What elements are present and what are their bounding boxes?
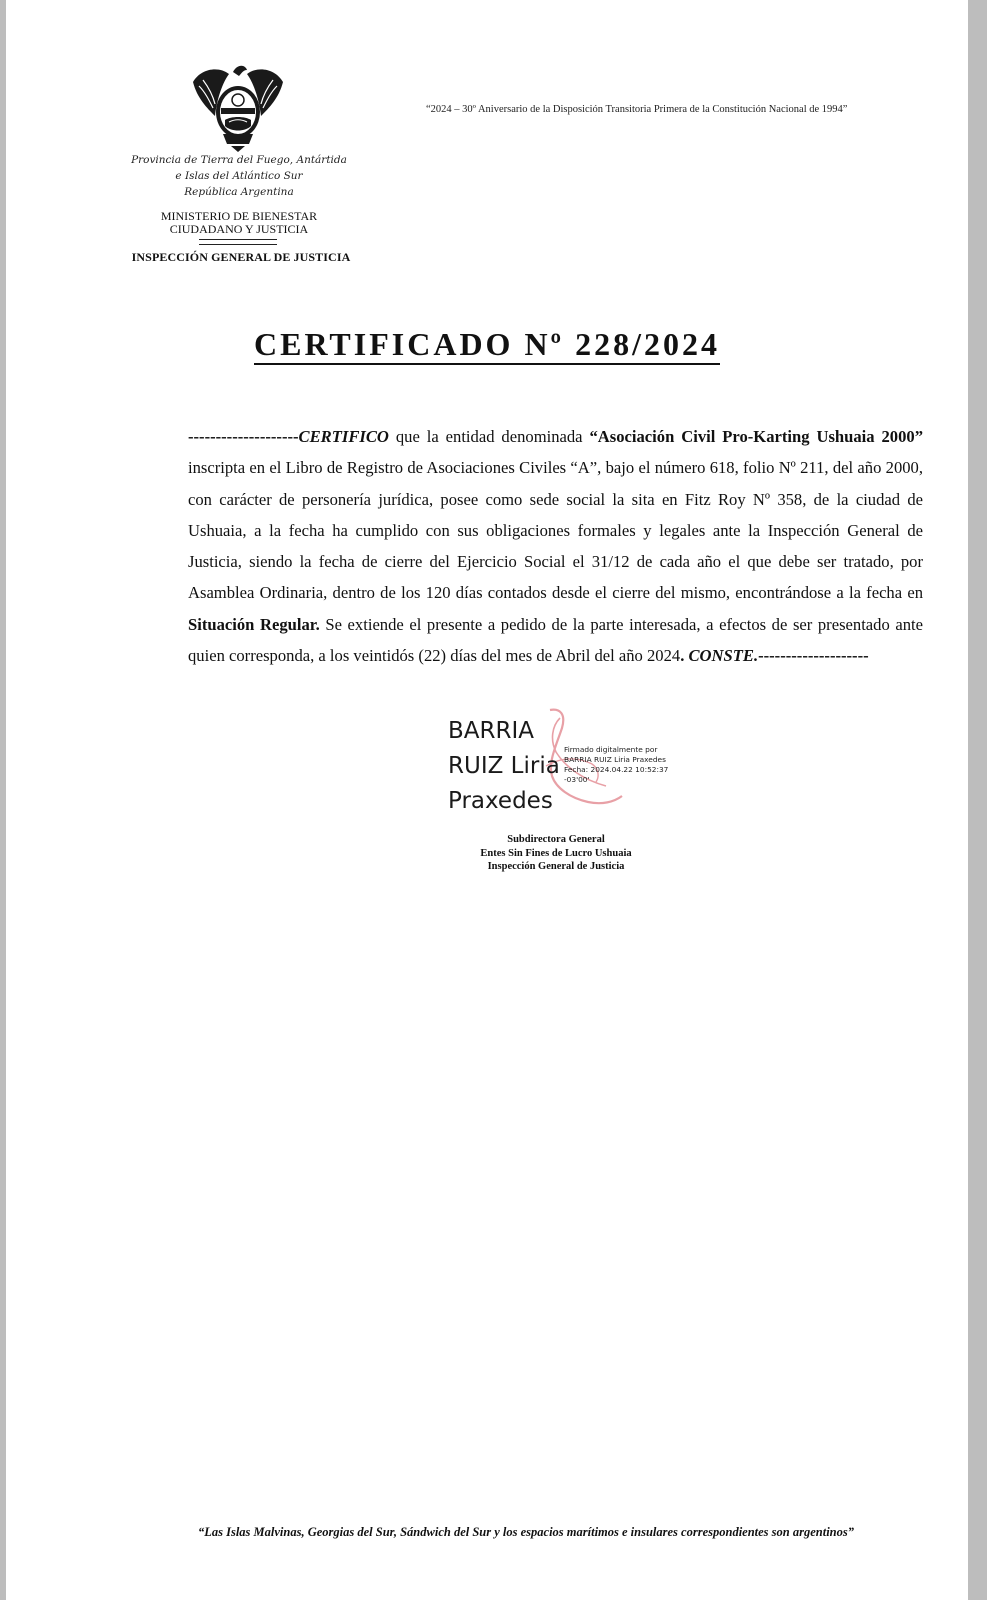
signer-name-line: Praxedes [448, 788, 553, 814]
ministry-line: CIUDADANO Y JUSTICIA [169, 222, 309, 236]
ministry-name [124, 210, 354, 236]
body-text: que la entidad denominada [388, 427, 590, 446]
ministry-line: MINISTERIO DE BIENESTAR [160, 209, 318, 223]
signer-title-line: Entes Sin Fines de Lucro Ushuaia [480, 847, 632, 859]
signature-detail-line: BARRIA RUIZ Liria Praxedes [564, 755, 666, 764]
certificate-title-text: CERTIFICADO Nº 228/2024 [254, 326, 720, 365]
signature-detail-line: -03'00' [564, 775, 590, 784]
anniversary-note: “2024 – 30º Aniversario de la Disposición Transitoria Primera de la Constitución Nacional de 1994” [426, 104, 848, 115]
conste-keyword: CONSTE. [684, 646, 759, 666]
digital-signature-details [564, 745, 668, 785]
certificate-title [6, 326, 968, 363]
department-name: INSPECCIÓN GENERAL DE JUSTICIA [131, 250, 351, 264]
signer-title-block [396, 833, 716, 874]
signer-title-line: Inspección General de Justicia [487, 861, 625, 872]
signature-detail-line: Firmado digitalmente por [564, 745, 658, 754]
province-line: República Argentina [184, 186, 294, 198]
signer-title-line: Subdirectora General [507, 834, 605, 845]
province-line: e Islas del Atlántico Sur [175, 170, 303, 182]
signature-detail-line: Fecha: 2024.04.22 10:52:37 [564, 765, 669, 774]
certifico-keyword: CERTIFICO [298, 427, 389, 446]
province-line: Provincia de Tierra del Fuego, Antártida [131, 154, 347, 166]
lead-dashes: -------------------- [188, 427, 299, 446]
province-name [124, 152, 354, 200]
entity-name: “Asociación Civil Pro-Karting Ushuaia 2000” [589, 427, 923, 446]
signer-name-line: RUIZ Liria [448, 753, 560, 779]
sentence-dot: . [680, 646, 685, 666]
status-text: Situación Regular. [188, 614, 320, 634]
trail-dashes: -------------------- [758, 646, 869, 666]
footer-statement: “Las Islas Malvinas, Georgias del Sur, Sándwich del Sur y los espacios marítimos e insulares correspondientes son argentinos” [197, 1525, 854, 1539]
signer-name-visual [448, 714, 560, 819]
provincial-coat-of-arms-icon [189, 62, 287, 154]
double-rule-divider [199, 239, 277, 245]
body-text: inscripta en el Libro de Registro de Asociaciones Civiles “A”, bajo el número 618, folio Nº 211, del año 2000, con carácter de personería jurídica, posee como sede social la sita en Fitz Roy Nº 358, de la ciudad de Ushuaia, a la fecha ha cumplido con sus obligaciones formales y legales ante la Inspección General de Justicia, siendo la fecha de cierre del Ejercicio Social el 31/12 de cada año el que debe ser tratado, por Asamblea Ordinaria, dentro de los 120 días contados desde el cierre del mismo, encontrándose a la fecha en [188, 458, 923, 603]
body-text: Se extiende el presente a pedido de la parte interesada, a efectos de ser presentado ante quien corresponda, a los veintidós (22) días del mes de Abril del año 2024 [188, 614, 924, 666]
signer-name-line: BARRIA [448, 718, 534, 744]
certificate-body [188, 421, 923, 671]
certificate-page [6, 0, 968, 1600]
